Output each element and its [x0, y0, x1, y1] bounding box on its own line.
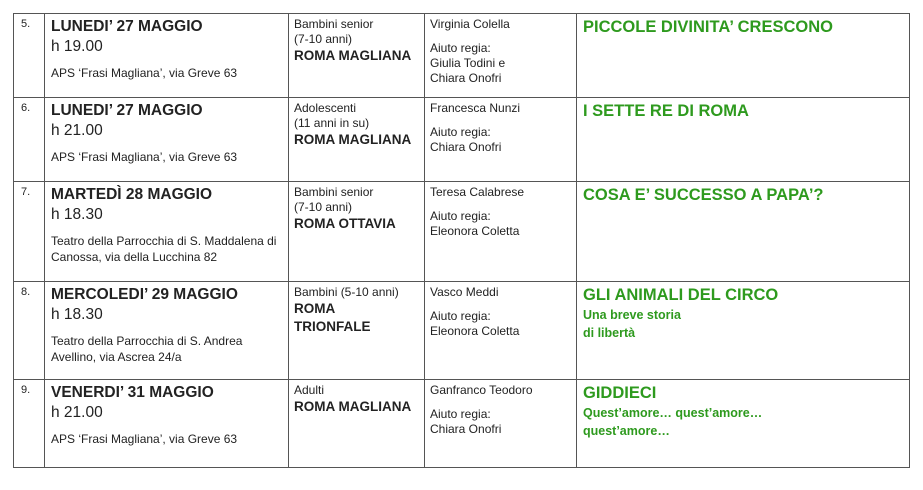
group-city: ROMA TRIONFALE	[294, 301, 371, 334]
event-place: Teatro della Parrocchia di S. Maddalena di Canossa, via della Lucchina 82	[51, 234, 277, 264]
row-number: 9.	[21, 384, 31, 396]
director-cell	[425, 380, 577, 468]
row-number: 6.	[21, 102, 31, 114]
assistant-name: Eleonora Coletta	[430, 324, 520, 338]
show-subtitle: di libertà	[583, 326, 636, 340]
group-city: ROMA OTTAVIA	[294, 216, 396, 231]
show-subtitle: Quest’amore… quest’amore…	[583, 406, 763, 420]
event-date: LUNEDI’ 27 MAGGIO	[51, 18, 203, 35]
group-city: ROMA MAGLIANA	[294, 399, 412, 414]
row-number: 5.	[21, 18, 31, 30]
director-name: Teresa Calabrese	[430, 185, 525, 199]
group-label: Bambini (5-10 anni)	[294, 285, 399, 299]
assistant-label: Aiuto regia:	[430, 125, 491, 139]
group-cell	[289, 98, 425, 182]
event-place: APS ‘Frasi Magliana’, via Greve 63	[51, 66, 238, 80]
table-row	[14, 98, 910, 182]
group-cell	[289, 380, 425, 468]
group-cell	[289, 282, 425, 380]
director-cell	[425, 14, 577, 98]
group-city: ROMA MAGLIANA	[294, 132, 412, 147]
assistant-label: Aiuto regia:	[430, 41, 491, 55]
table-row	[14, 182, 910, 282]
event-place: APS ‘Frasi Magliana’, via Greve 63	[51, 432, 238, 446]
title-cell	[577, 182, 910, 282]
director-cell	[425, 282, 577, 380]
when-cell	[45, 380, 289, 468]
table-row	[14, 282, 910, 380]
event-place: APS ‘Frasi Magliana’, via Greve 63	[51, 150, 238, 164]
event-date: VENERDI’ 31 MAGGIO	[51, 384, 214, 401]
when-cell	[45, 14, 289, 98]
assistant-name: Chiara Onofri	[430, 140, 502, 154]
event-time: h 18.30	[51, 206, 103, 223]
group-label: Bambini senior	[294, 185, 374, 199]
table-row	[14, 14, 910, 98]
assistant-name: Giulia Todini e	[430, 56, 506, 70]
group-label: Bambini senior	[294, 17, 374, 31]
group-age: (11 anni in su)	[294, 116, 370, 130]
group-age: (7-10 anni)	[294, 200, 353, 214]
title-cell	[577, 380, 910, 468]
table-row	[14, 380, 910, 468]
when-cell	[45, 182, 289, 282]
show-title: GLI ANIMALI DEL CIRCO	[583, 286, 779, 304]
title-cell	[577, 98, 910, 182]
event-time: h 21.00	[51, 404, 103, 421]
show-title: I SETTE RE DI ROMA	[583, 102, 749, 120]
group-label: Adulti	[294, 383, 325, 397]
event-date: MARTEDÌ 28 MAGGIO	[51, 186, 213, 203]
assistant-label: Aiuto regia:	[430, 407, 491, 421]
group-cell	[289, 182, 425, 282]
group-city: ROMA MAGLIANA	[294, 48, 412, 63]
event-time: h 21.00	[51, 122, 103, 139]
row-number-cell	[14, 182, 45, 282]
schedule-table	[13, 13, 910, 468]
row-number-cell	[14, 98, 45, 182]
row-number-cell	[14, 282, 45, 380]
assistant-name: Chiara Onofri	[430, 71, 502, 85]
assistant-label: Aiuto regia:	[430, 309, 491, 323]
director-cell	[425, 98, 577, 182]
row-number-cell	[14, 14, 45, 98]
show-title: COSA E’ SUCCESSO A PAPA’?	[583, 186, 824, 204]
event-date: MERCOLEDI’ 29 MAGGIO	[51, 286, 238, 303]
event-time: h 18.30	[51, 306, 103, 323]
row-number-cell	[14, 380, 45, 468]
row-number: 8.	[21, 286, 31, 298]
show-subtitle: Una breve storia	[583, 308, 681, 322]
group-label: Adolescenti	[294, 101, 357, 115]
group-age: (7-10 anni)	[294, 32, 353, 46]
title-cell	[577, 14, 910, 98]
director-name: Vasco Meddi	[430, 285, 499, 299]
assistant-label: Aiuto regia:	[430, 209, 491, 223]
director-name: Francesca Nunzi	[430, 101, 521, 115]
event-place: Teatro della Parrocchia di S. Andrea Avellino, via Ascrea 24/a	[51, 334, 243, 364]
title-cell	[577, 282, 910, 380]
event-time: h 19.00	[51, 38, 103, 55]
assistant-name: Eleonora Coletta	[430, 224, 520, 238]
group-cell	[289, 14, 425, 98]
when-cell	[45, 282, 289, 380]
show-subtitle: quest’amore…	[583, 424, 670, 438]
show-title: GIDDIECI	[583, 384, 657, 402]
director-cell	[425, 182, 577, 282]
row-number: 7.	[21, 186, 31, 198]
director-name: Ganfranco Teodoro	[430, 383, 533, 397]
event-date: LUNEDI’ 27 MAGGIO	[51, 102, 203, 119]
show-title: PICCOLE DIVINITA’ CRESCONO	[583, 18, 833, 36]
when-cell	[45, 98, 289, 182]
director-name: Virginia Colella	[430, 17, 510, 31]
assistant-name: Chiara Onofri	[430, 422, 502, 436]
